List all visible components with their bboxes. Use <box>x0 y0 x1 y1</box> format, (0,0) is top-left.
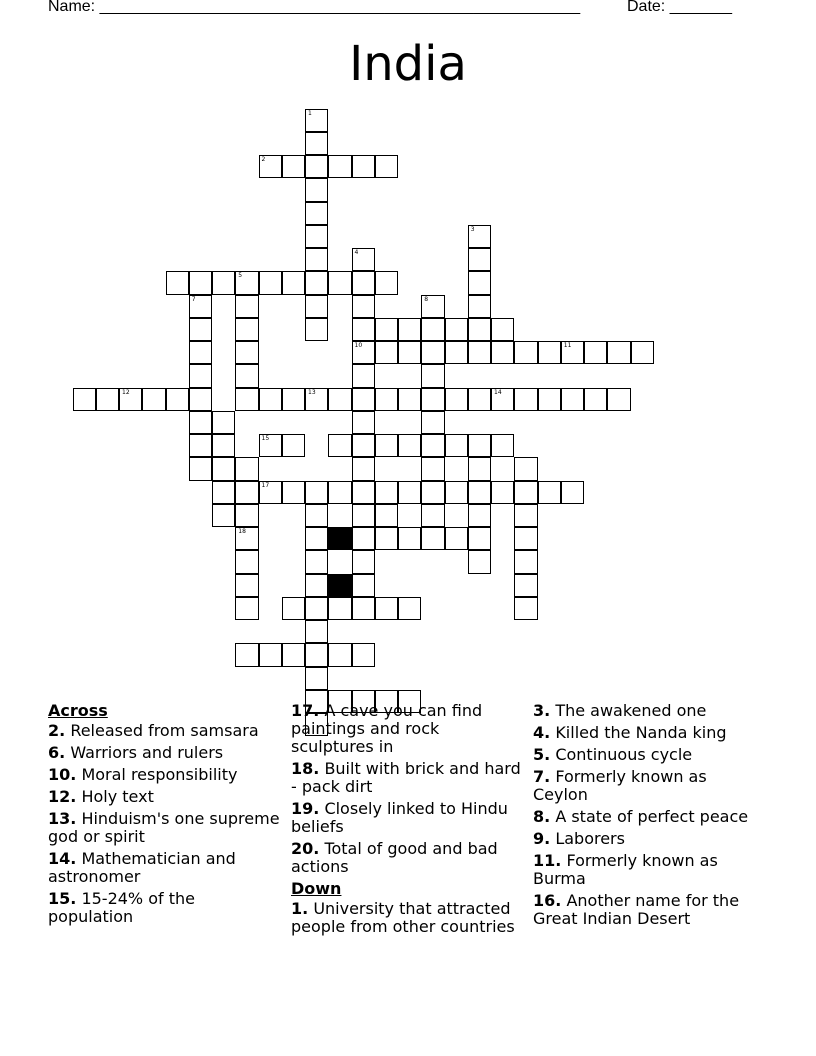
clue-item <box>291 702 523 756</box>
grid-cell[interactable] <box>282 597 305 620</box>
clue-text: Closely linked to Hindu beliefs <box>291 799 508 836</box>
grid-cell[interactable] <box>468 527 491 550</box>
clue-item <box>533 724 765 742</box>
grid-cell[interactable] <box>468 388 491 411</box>
grid-cell[interactable] <box>514 574 537 597</box>
grid-cell[interactable] <box>375 597 398 620</box>
grid-cell[interactable] <box>259 271 282 294</box>
grid-cell[interactable] <box>398 434 421 457</box>
grid-cell[interactable] <box>375 504 398 527</box>
grid-cell[interactable] <box>189 457 212 480</box>
clue-number-label: 13 <box>308 388 316 396</box>
grid-cell[interactable] <box>421 411 444 434</box>
grid-cell[interactable] <box>96 388 119 411</box>
grid-cell[interactable] <box>445 527 468 550</box>
grid-cell[interactable] <box>305 155 328 178</box>
clue-number-label: 14 <box>494 388 502 396</box>
grid-cell[interactable] <box>607 341 630 364</box>
grid-cell[interactable] <box>259 388 282 411</box>
grid-cell[interactable] <box>352 550 375 573</box>
clue-number: 13. <box>48 809 77 828</box>
clue-number-label: 18 <box>238 528 246 535</box>
grid-cell[interactable] <box>328 155 351 178</box>
grid-cell[interactable] <box>235 550 258 573</box>
grid-cell[interactable] <box>189 295 212 318</box>
grid-cell[interactable] <box>189 388 212 411</box>
clue-item <box>533 768 765 804</box>
grid-cell[interactable] <box>189 364 212 387</box>
grid-cell[interactable] <box>305 620 328 643</box>
grid-cell[interactable] <box>421 457 444 480</box>
grid-cell[interactable] <box>514 388 537 411</box>
clue-item <box>48 850 280 886</box>
clue-number: 16. <box>533 891 562 910</box>
grid-cell[interactable] <box>468 248 491 271</box>
grid-cell[interactable] <box>305 504 328 527</box>
clue-text: Moral responsibility <box>81 765 238 784</box>
grid-cell[interactable] <box>491 481 514 504</box>
grid-cell[interactable] <box>328 643 351 666</box>
grid-cell[interactable] <box>282 155 305 178</box>
clue-item <box>533 852 765 888</box>
grid-cell[interactable] <box>305 667 328 690</box>
clue-number: 10. <box>48 765 77 784</box>
clue-column-1 <box>48 702 280 930</box>
name-label: Name: <box>48 0 100 15</box>
clue-text: A cave you can find paintings and rock sculptures in <box>291 701 483 756</box>
clue-number-label: 2 <box>261 156 266 163</box>
grid-cell[interactable] <box>468 457 491 480</box>
clue-item <box>48 766 280 784</box>
grid-cell[interactable] <box>352 504 375 527</box>
clue-number: 2. <box>48 721 66 740</box>
grid-cell[interactable] <box>468 225 491 248</box>
clue-text: Hinduism's one supreme god or spirit <box>48 809 280 846</box>
clue-number: 19. <box>291 799 320 818</box>
clue-number-label: 8 <box>424 295 429 303</box>
clue-item <box>291 900 523 936</box>
grid-cell[interactable] <box>235 295 258 318</box>
grid-cell[interactable] <box>584 341 607 364</box>
grid-cell[interactable] <box>398 388 421 411</box>
grid-cell[interactable] <box>305 550 328 573</box>
grid-cell[interactable] <box>352 434 375 457</box>
grid-cell[interactable] <box>352 271 375 294</box>
grid-cell[interactable] <box>235 318 258 341</box>
grid-cell[interactable] <box>352 597 375 620</box>
grid-cell[interactable] <box>375 318 398 341</box>
grid-cell[interactable] <box>538 388 561 411</box>
clue-number-label: 4 <box>354 249 359 256</box>
clue-number-label: 10 <box>354 342 363 349</box>
clue-item <box>533 808 765 826</box>
clue-text: 15-24% of the population <box>48 889 195 926</box>
grid-cell[interactable] <box>282 388 305 411</box>
grid-cell[interactable] <box>352 318 375 341</box>
black-cell <box>328 527 351 550</box>
grid-cell[interactable] <box>491 341 514 364</box>
clue-text: Total of good and bad actions <box>291 839 498 876</box>
clue-number: 7. <box>533 767 551 786</box>
grid-cell[interactable] <box>468 434 491 457</box>
grid-cell[interactable] <box>445 388 468 411</box>
grid-cell[interactable] <box>375 388 398 411</box>
clue-item <box>48 810 280 846</box>
clue-number: 11. <box>533 851 562 870</box>
grid-cell[interactable] <box>352 411 375 434</box>
grid-cell[interactable] <box>421 364 444 387</box>
clue-text: Formerly known as Ceylon <box>533 767 707 804</box>
grid-cell[interactable] <box>468 341 491 364</box>
grid-cell[interactable] <box>305 295 328 318</box>
grid-cell[interactable] <box>305 109 328 132</box>
grid-cell[interactable] <box>398 318 421 341</box>
grid-cell[interactable] <box>166 271 189 294</box>
grid-cell[interactable] <box>445 318 468 341</box>
grid-cell[interactable] <box>421 388 444 411</box>
grid-cell[interactable] <box>305 248 328 271</box>
grid-cell[interactable] <box>328 434 351 457</box>
grid-cell[interactable] <box>398 597 421 620</box>
grid-cell[interactable] <box>375 434 398 457</box>
grid-cell[interactable] <box>514 341 537 364</box>
grid-cell[interactable] <box>491 434 514 457</box>
grid-cell[interactable] <box>328 271 351 294</box>
name-blank: ______________________________________________________ <box>99 0 581 15</box>
grid-cell[interactable] <box>328 388 351 411</box>
grid-cell[interactable] <box>375 481 398 504</box>
grid-cell[interactable] <box>352 155 375 178</box>
grid-cell[interactable] <box>352 457 375 480</box>
grid-cell[interactable] <box>398 341 421 364</box>
grid-cell[interactable] <box>491 388 514 411</box>
grid-cell[interactable] <box>514 481 537 504</box>
grid-cell[interactable] <box>212 457 235 480</box>
black-cell <box>328 574 351 597</box>
clue-item <box>533 746 765 764</box>
grid-cell[interactable] <box>468 504 491 527</box>
grid-cell[interactable] <box>468 271 491 294</box>
clue-number: 17. <box>291 701 320 720</box>
grid-cell[interactable] <box>398 527 421 550</box>
grid-cell[interactable] <box>282 481 305 504</box>
date-label: Date: <box>627 0 670 15</box>
grid-cell[interactable] <box>491 318 514 341</box>
grid-cell[interactable] <box>235 388 258 411</box>
grid-cell[interactable] <box>259 155 282 178</box>
grid-cell[interactable] <box>514 597 537 620</box>
grid-cell[interactable] <box>305 574 328 597</box>
clue-number: 6. <box>48 743 66 762</box>
grid-cell[interactable] <box>468 318 491 341</box>
clue-text: Mathematician and astronomer <box>48 849 236 886</box>
grid-cell[interactable] <box>235 364 258 387</box>
clue-item <box>48 890 280 926</box>
grid-cell[interactable] <box>375 527 398 550</box>
grid-cell[interactable] <box>119 388 142 411</box>
grid-cell[interactable] <box>398 481 421 504</box>
grid-cell[interactable] <box>189 341 212 364</box>
clue-text: The awakened one <box>555 701 707 720</box>
grid-cell[interactable] <box>305 271 328 294</box>
grid-cell[interactable] <box>421 434 444 457</box>
clue-item <box>533 892 765 928</box>
clue-item <box>533 702 765 720</box>
grid-cell[interactable] <box>584 388 607 411</box>
grid-cell[interactable] <box>235 643 258 666</box>
clue-number-label: 17 <box>261 481 270 489</box>
grid-cell[interactable] <box>514 457 537 480</box>
grid-cell[interactable] <box>142 388 165 411</box>
clue-text: Another name for the Great Indian Desert <box>533 891 740 928</box>
grid-cell[interactable] <box>421 504 444 527</box>
clue-number: 3. <box>533 701 551 720</box>
clue-item <box>291 840 523 876</box>
clue-column-2 <box>291 702 523 940</box>
clue-text: Killed the Nanda king <box>555 723 727 742</box>
grid-cell[interactable] <box>305 318 328 341</box>
grid-cell[interactable] <box>352 295 375 318</box>
grid-cell[interactable] <box>445 434 468 457</box>
grid-cell[interactable] <box>305 388 328 411</box>
grid-cell[interactable] <box>235 457 258 480</box>
grid-cell[interactable] <box>421 527 444 550</box>
grid-cell[interactable] <box>352 527 375 550</box>
clue-number-label: 15 <box>261 435 270 442</box>
grid-cell[interactable] <box>235 574 258 597</box>
clue-number-label: 11 <box>563 342 572 349</box>
grid-cell[interactable] <box>445 481 468 504</box>
grid-cell[interactable] <box>514 550 537 573</box>
clue-text: Formerly known as Burma <box>533 851 718 888</box>
grid-cell[interactable] <box>375 341 398 364</box>
grid-cell[interactable] <box>468 295 491 318</box>
grid-cell[interactable] <box>73 388 96 411</box>
grid-cell[interactable] <box>282 434 305 457</box>
grid-cell[interactable] <box>468 550 491 573</box>
grid-cell[interactable] <box>421 318 444 341</box>
grid-cell[interactable] <box>421 295 444 318</box>
grid-cell[interactable] <box>352 388 375 411</box>
clue-number: 18. <box>291 759 320 778</box>
grid-cell[interactable] <box>514 504 537 527</box>
grid-cell[interactable] <box>212 434 235 457</box>
grid-cell[interactable] <box>538 481 561 504</box>
clue-text: Holy text <box>81 787 154 806</box>
grid-cell[interactable] <box>352 481 375 504</box>
grid-cell[interactable] <box>259 643 282 666</box>
grid-cell[interactable] <box>352 574 375 597</box>
grid-cell[interactable] <box>607 388 630 411</box>
grid-cell[interactable] <box>375 271 398 294</box>
clue-number: 4. <box>533 723 551 742</box>
clue-number-label: 5 <box>238 272 243 280</box>
clue-text: A state of perfect peace <box>555 807 749 826</box>
grid-cell[interactable] <box>189 411 212 434</box>
grid-cell[interactable] <box>352 248 375 271</box>
grid-cell[interactable] <box>235 271 258 294</box>
clue-item <box>291 800 523 836</box>
grid-cell[interactable] <box>305 643 328 666</box>
clue-text: University that attracted people from other countries <box>291 899 515 936</box>
grid-cell[interactable] <box>235 504 258 527</box>
grid-cell[interactable] <box>305 481 328 504</box>
clue-number: 1. <box>291 899 309 918</box>
clue-text: Released from samsara <box>70 721 259 740</box>
grid-cell[interactable] <box>328 597 351 620</box>
clue-section-heading: Down <box>291 879 342 898</box>
grid-cell[interactable] <box>235 481 258 504</box>
clue-number-label: 1 <box>308 109 312 117</box>
grid-cell[interactable] <box>189 434 212 457</box>
clue-number: 20. <box>291 839 320 858</box>
grid-cell[interactable] <box>235 341 258 364</box>
clue-number: 14. <box>48 849 77 868</box>
grid-cell[interactable] <box>445 341 468 364</box>
grid-cell[interactable] <box>282 271 305 294</box>
clue-number-label: 12 <box>122 388 130 396</box>
grid-cell[interactable] <box>189 271 212 294</box>
grid-cell[interactable] <box>259 434 282 457</box>
clue-number: 8. <box>533 807 551 826</box>
clue-text: Built with brick and hard - pack dirt <box>291 759 521 796</box>
clue-section-heading: Across <box>48 701 108 720</box>
clue-number: 15. <box>48 889 77 908</box>
clue-item <box>533 830 765 848</box>
date-blank: _______ <box>669 0 732 15</box>
clue-column-3 <box>533 702 765 932</box>
clue-item <box>48 722 280 740</box>
clue-text: Continuous cycle <box>555 745 693 764</box>
grid-cell[interactable] <box>352 364 375 387</box>
grid-cell[interactable] <box>561 388 584 411</box>
grid-cell[interactable] <box>189 318 212 341</box>
grid-cell[interactable] <box>561 341 584 364</box>
grid-cell[interactable] <box>212 481 235 504</box>
grid-cell[interactable] <box>352 341 375 364</box>
grid-cell[interactable] <box>166 388 189 411</box>
grid-cell[interactable] <box>305 597 328 620</box>
clue-text: Laborers <box>555 829 625 848</box>
grid-cell[interactable] <box>421 341 444 364</box>
grid-cell[interactable] <box>352 643 375 666</box>
grid-cell[interactable] <box>468 481 491 504</box>
grid-cell[interactable] <box>282 643 305 666</box>
grid-cell[interactable] <box>305 527 328 550</box>
grid-cell[interactable] <box>305 202 328 225</box>
grid-cell[interactable] <box>328 481 351 504</box>
grid-cell[interactable] <box>421 481 444 504</box>
grid-cell[interactable] <box>212 271 235 294</box>
clue-item <box>48 744 280 762</box>
clue-number-label: 3 <box>470 225 475 233</box>
page-title: India <box>349 36 467 92</box>
clue-number: 9. <box>533 829 551 848</box>
grid-cell[interactable] <box>305 178 328 201</box>
clue-number-label: 7 <box>191 295 196 303</box>
grid-cell[interactable] <box>305 132 328 155</box>
grid-cell[interactable] <box>375 155 398 178</box>
clue-item <box>48 788 280 806</box>
grid-cell[interactable] <box>514 527 537 550</box>
grid-cell[interactable] <box>212 504 235 527</box>
grid-cell[interactable] <box>561 481 584 504</box>
clue-item <box>291 760 523 796</box>
grid-cell[interactable] <box>538 341 561 364</box>
grid-cell[interactable] <box>212 411 235 434</box>
clue-number: 12. <box>48 787 77 806</box>
grid-cell[interactable] <box>305 225 328 248</box>
grid-cell[interactable] <box>259 481 282 504</box>
clue-number: 5. <box>533 745 551 764</box>
clue-text: Warriors and rulers <box>70 743 224 762</box>
grid-cell[interactable] <box>235 527 258 550</box>
grid-cell[interactable] <box>235 597 258 620</box>
grid-cell[interactable] <box>631 341 654 364</box>
